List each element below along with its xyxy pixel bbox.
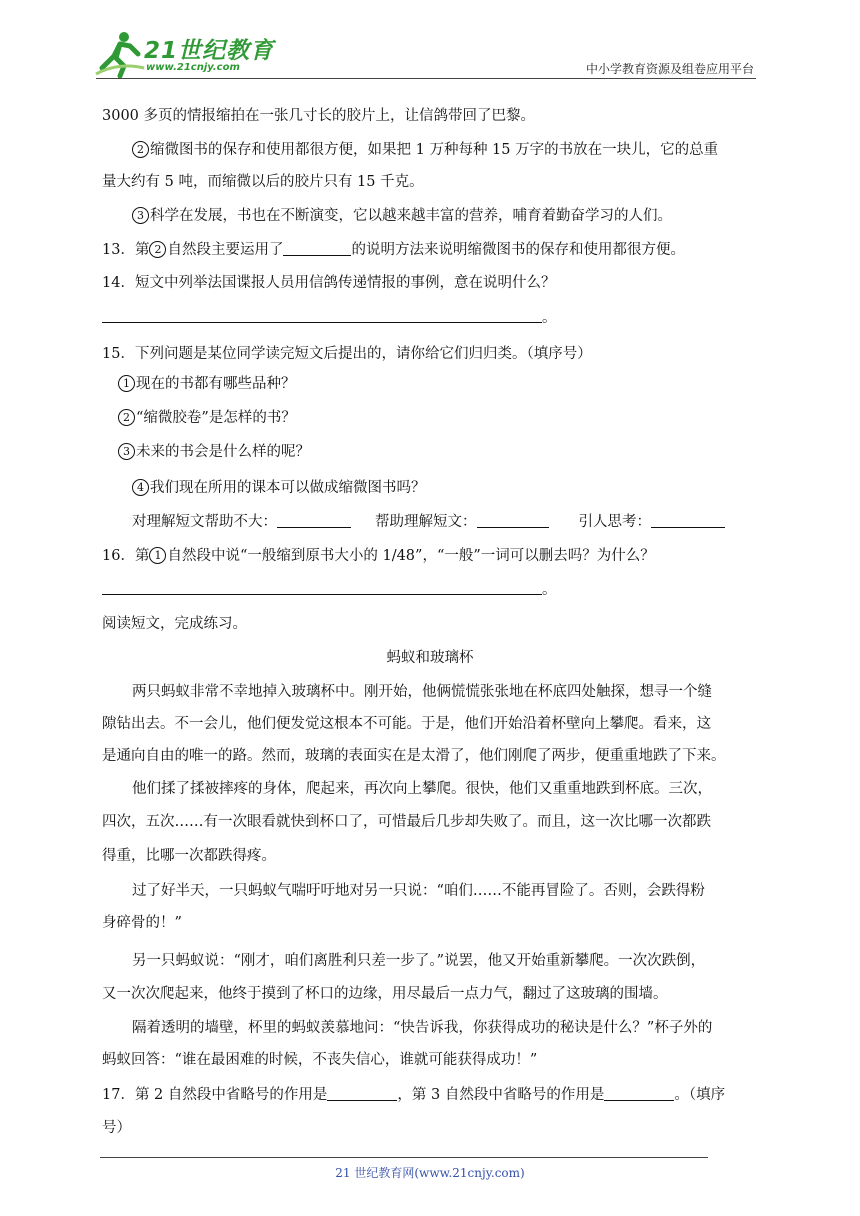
answer-blank[interactable] [327, 1086, 397, 1101]
runner-icon [94, 30, 146, 78]
footer-divider [100, 1157, 708, 1158]
paragraph-text: 缩微图书的保存和使用都很方便，如果把 1 万种每种 15 万字的书放在一块儿，它的总重 [150, 142, 719, 158]
answer-line[interactable] [102, 322, 542, 323]
question-text: 的说明方法来说明缩微图书的保存和使用都很方便。 [351, 242, 685, 258]
circled-number: 4 [132, 479, 149, 496]
passage1-line: 3000 多页的情报缩拍在一张几寸长的胶片上，让信鸽带回了巴黎。 [102, 108, 536, 124]
answer-blank[interactable] [651, 513, 725, 528]
page-header [0, 0, 860, 80]
answer-blank[interactable] [604, 1086, 674, 1101]
question-17-cont: 号） [102, 1120, 131, 1136]
passage2-line: 得重，比哪一次都跌得疼。 [102, 848, 276, 864]
passage2-line: 过了好半天，一只蚂蚁气喘吁吁地对另一只说：“咱们……不能再冒险了。否则，会跌得粉 [132, 883, 705, 899]
passage2-line: 四次，五次……有一次眼看就快到杯口了，可惜最后几步却失败了。而且，这一次比哪一次都跌 [102, 814, 711, 830]
question-text: 自然段主要运用了 [167, 242, 284, 258]
passage2-line: 隔着透明的墙壁，杯里的蚂蚁羡慕地问：“快告诉我，你获得成功的秘诀是什么？”杯子外的 [132, 1020, 713, 1036]
category-label: 帮助理解短文： [375, 514, 477, 530]
answer-blank[interactable] [283, 241, 351, 256]
q15-option-1 [118, 374, 296, 394]
reading-instruction: 阅读短文，完成练习。 [102, 616, 247, 632]
passage-title: 蚂蚁和玻璃杯 [386, 650, 474, 666]
question-text: 自然段中说“一般缩到原书大小的 1/48”，“一般”一词可以删去吗？为什么？ [167, 548, 655, 564]
passage1-paragraph-2 [132, 140, 718, 160]
q15-option-3 [118, 442, 310, 462]
passage1-paragraph-3 [132, 206, 672, 226]
answer-line[interactable] [102, 594, 542, 595]
circled-number: 2 [132, 141, 149, 158]
site-logo[interactable] [94, 30, 275, 78]
passage1-line: 量大约有 5 吨，而缩微以后的胶片只有 15 千克。 [102, 174, 424, 190]
q15-categories [132, 512, 725, 532]
option-text: 未来的书会是什么样的呢？ [136, 444, 310, 460]
circled-number: 1 [149, 547, 166, 564]
passage2-line: 隙钻出去。不一会儿，他们便发觉这根本不可能。于是，他们开始沿着杯壁向上攀爬。看来，这 [102, 716, 711, 732]
passage2-line: 另一只蚂蚁说：“刚才，咱们离胜利只差一步了。”说罢，他又开始重新攀爬。一次次跌倒， [132, 953, 706, 969]
circled-number: 3 [118, 443, 135, 460]
q15-option-2 [118, 408, 296, 428]
circled-number: 1 [118, 375, 135, 392]
category-label: 对理解短文帮助不大： [132, 514, 277, 530]
circled-number: 3 [132, 207, 149, 224]
question-text: 。（填序 [674, 1087, 726, 1103]
circled-number: 2 [149, 241, 166, 258]
answer-blank[interactable] [277, 513, 351, 528]
circled-number: 2 [118, 409, 135, 426]
passage2-line: 蚂蚁回答：“谁在最困难的时候，不丧失信心，谁就可能获得成功！” [102, 1052, 538, 1068]
footer-link[interactable]: 21 世纪教育网(www.21cnjy.com) [335, 1166, 525, 1180]
header-divider [96, 78, 756, 79]
answer-period: 。 [542, 582, 557, 598]
option-text: 我们现在所用的课本可以做成缩微图书吗？ [150, 480, 426, 496]
answer-blank[interactable] [477, 513, 549, 528]
question-text: ，第 3 自然段中省略号的作用是 [397, 1087, 605, 1103]
question-14: 14．短文中列举法国谍报人员用信鸽传递情报的事例，意在说明什么？ [102, 275, 556, 291]
paragraph-text: 科学在发展，书也在不断演变，它以越来越丰富的营养，哺育着勤奋学习的人们。 [150, 208, 672, 224]
option-text: 现在的书都有哪些品种？ [136, 376, 296, 392]
passage2-line: 是通向自由的唯一的路。然而，玻璃的表面实在是太滑了，他们刚爬了两步，便重重地跌了下来。 [102, 748, 726, 764]
question-15: 15．下列问题是某位同学读完短文后提出的，请你给它们归归类。（填序号） [102, 346, 592, 362]
passage2-line: 两只蚂蚁非常不幸地掉入玻璃杯中。刚开始，他俩慌慌张张地在杯底四处触探，想寻一个缝 [132, 684, 712, 700]
platform-name: 中小学教育资源及组卷应用平台 [585, 62, 754, 76]
passage2-line: 他们揉了揉被摔疼的身体，爬起来，再次向上攀爬。很快，他们又重重地跌到杯底。三次， [132, 781, 712, 797]
question-16 [102, 546, 655, 566]
question-text: 16．第 [102, 548, 150, 564]
question-13 [102, 240, 685, 260]
category-label: 引人思考： [578, 514, 651, 530]
question-text: 17．第 2 自然段中省略号的作用是 [102, 1087, 328, 1103]
option-text: “缩微胶卷”是怎样的书？ [136, 410, 296, 426]
logo-url: www.21cnjy.com [146, 62, 240, 73]
question-text: 13．第 [102, 242, 150, 258]
answer-period: 。 [542, 310, 557, 326]
passage2-line: 又一次次爬起来，他终于摸到了杯口的边缘，用尽最后一点力气，翻过了这玻璃的围墙。 [102, 986, 668, 1002]
logo-text: 21世纪教育 [144, 38, 275, 64]
q15-option-4 [132, 478, 426, 498]
passage2-line: 身碎骨的！” [102, 915, 182, 931]
question-17 [102, 1085, 725, 1105]
